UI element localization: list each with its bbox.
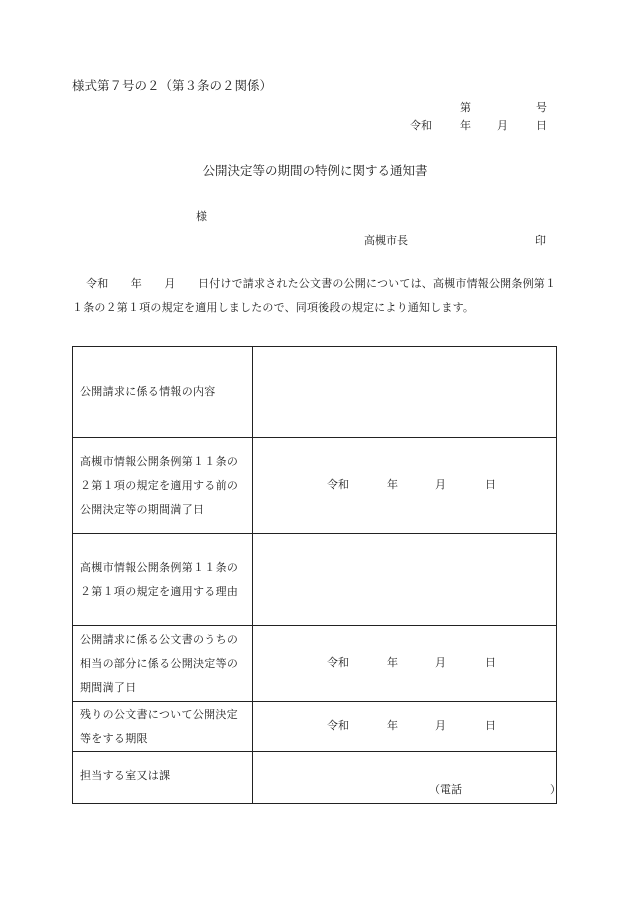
date-day: 日 — [485, 655, 496, 669]
row-label-request-content: 公開請求に係る情報の内容 — [73, 347, 253, 438]
request-content-value — [253, 347, 557, 438]
remaining-deadline-value — [253, 702, 557, 752]
table-row — [73, 438, 557, 534]
date-month: 月 — [435, 718, 446, 732]
table-row — [73, 752, 557, 804]
issue-date-year: 年 — [460, 119, 471, 132]
notice-details-table — [72, 346, 561, 804]
issue-date-month: 月 — [497, 119, 508, 132]
phone-close: ） — [550, 783, 561, 796]
date-era: 令和 — [327, 718, 349, 732]
partial-deadline-value — [253, 626, 557, 702]
issue-date-era: 令和 — [410, 119, 432, 132]
row-label-original-deadline: 高槻市情報公開条例第１１条の２第１項の規定を適用する前の公開決定等の期間満了日 — [73, 438, 253, 534]
form-identifier: 様式第７号の２（第３条の２関係） — [72, 78, 273, 93]
row-label-partial-deadline: 公開請求に係る公文書のうちの相当の部分に係る公開決定等の期間満了日 — [73, 626, 253, 702]
date-era: 令和 — [327, 655, 349, 669]
reason-value — [253, 534, 557, 626]
original-deadline-value — [253, 438, 557, 534]
doc-number-suffix: 号 — [536, 101, 547, 114]
table-row — [73, 534, 557, 626]
date-month: 月 — [435, 477, 446, 491]
date-year: 年 — [387, 655, 398, 669]
notice-body-text: 令和 年 月 日付けで請求された公文書の公開については、高槻市情報公開条例第１１条の２第１項の規定を適用しましたので、同項後段の規定により通知します。 — [72, 277, 557, 314]
table-row — [73, 626, 557, 702]
date-year: 年 — [387, 477, 398, 491]
department-value — [253, 752, 561, 804]
seal-mark: 印 — [535, 234, 546, 247]
doc-number-prefix: 第 — [460, 101, 471, 114]
date-day: 日 — [485, 477, 496, 491]
issuer-name: 高槻市長 — [364, 234, 408, 247]
phone-open: （電話 — [429, 783, 462, 796]
date-year: 年 — [387, 718, 398, 732]
table-row — [73, 347, 557, 438]
date-day: 日 — [485, 718, 496, 732]
date-era: 令和 — [327, 477, 349, 491]
addressee-honorific: 様 — [196, 210, 207, 223]
issue-date-day: 日 — [536, 119, 547, 132]
document-title: 公開決定等の期間の特例に関する通知書 — [202, 163, 428, 178]
row-label-remaining-deadline: 残りの公文書について公開決定等をする期限 — [73, 702, 253, 752]
row-label-reason: 高槻市情報公開条例第１１条の２第１項の規定を適用する理由 — [73, 534, 253, 626]
table-row — [73, 702, 557, 752]
row-label-department: 担当する室又は課 — [73, 752, 253, 804]
date-month: 月 — [435, 655, 446, 669]
